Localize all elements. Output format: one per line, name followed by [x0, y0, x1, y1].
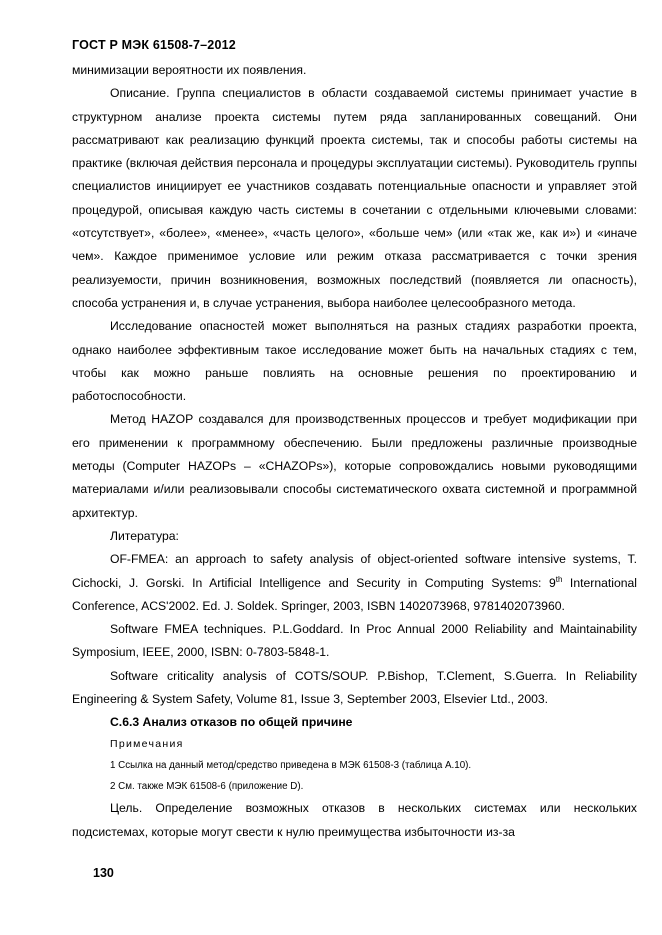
paragraph-hazard-study: Исследование опасностей может выполняться на разных стадиях разработки проекта, однако наиболее эффективным такое исследование может быть на начальных стадиях с тем, чтобы как можно раньше повлиять на основные решения по проектированию и работоспособности. — [72, 319, 637, 404]
reference-3: Software criticality analysis of COTS/SOUP. P.Bishop, T.Clement, S.Guerra. In Reliability Engineering & System Safety, Volume 81, Issue 3, September 2003, Elsevier Ltd., 2003. — [72, 668, 637, 707]
section-heading: С.6.3 Анализ отказов по общей причине — [110, 715, 353, 730]
note-1: 1 Ссылка на данный метод/средство приведена в МЭК 61508-3 (таблица А.10). — [110, 760, 472, 772]
notes-title: Примечания — [110, 738, 184, 751]
page-content — [72, 59, 637, 844]
paragraph-hazop-method: Метод HAZOP создавался для производственных процессов и требует модификации при его применении к программному обеспечению. Были предложены различные производные методы (Computer HAZOPs – «CHAZOPs»), которые сопровождались новыми руководящими материалами и/или реализовывали способы систематического охвата системной и программной архитектур. — [72, 412, 637, 520]
note-2: 2 См. также МЭК 61508-6 (приложение D). — [110, 781, 304, 793]
paragraph-continuation: минимизации вероятности их появления. — [72, 63, 307, 77]
reference-1-part-a: OF-FMEA: an approach to safety analysis of object-oriented software intensive systems, T. Cichocki, J. Gorski. In Artificial Intelligence and Security in Computing Systems: 9 — [72, 552, 637, 590]
literature-label: Литература: — [110, 528, 179, 543]
page-number: 130 — [93, 866, 114, 880]
reference-1-superscript: th — [555, 574, 563, 584]
reference-1 — [72, 548, 637, 618]
document-header: ГОСТ Р МЭК 61508-7–2012 — [72, 38, 236, 52]
reference-1-part-b: International Conference, ACS'2002. Ed. J. Soldek. Springer, 2003, ISBN 1402073968, 9781402073960. — [72, 575, 638, 613]
paragraph-description: Описание. Группа специалистов в области создаваемой системы принимает участие в структурном анализе проекта системы путем ряда запланированных совещаний. Они рассматривают как реализацию функций проекта системы, так и способы работы системы на практике (включая действия персонала и процедуры эксплуатации системы). Руководитель группы специалистов инициирует ее участников создавать потенциальные опасности и управляет этой процедурой, описывая каждую часть системы в сочетании с отдельными ключевыми словами: «отсутствует», «более», «менее», «часть целого», «больше чем» (или «так же, как и») и «иначе чем». Каждое применимое условие или режим отказа рассматривается с точки зрения реализуемости, причин возникновения, возможных последствий (появляется ли опасность), способа устранения и, в случае устранения, выбора наиболее целесообразного метода. — [72, 86, 637, 310]
paragraph-goal: Цель. Определение возможных отказов в нескольких системах или нескольких подсистемах, которые могут свести к нулю преимущества избыточности из-за — [72, 801, 637, 839]
reference-2: Software FMEA techniques. P.L.Goddard. In Proc Annual 2000 Reliability and Maintainability Symposium, IEEE, 2000, ISBN: 0-7803-5848-1. — [72, 622, 637, 660]
